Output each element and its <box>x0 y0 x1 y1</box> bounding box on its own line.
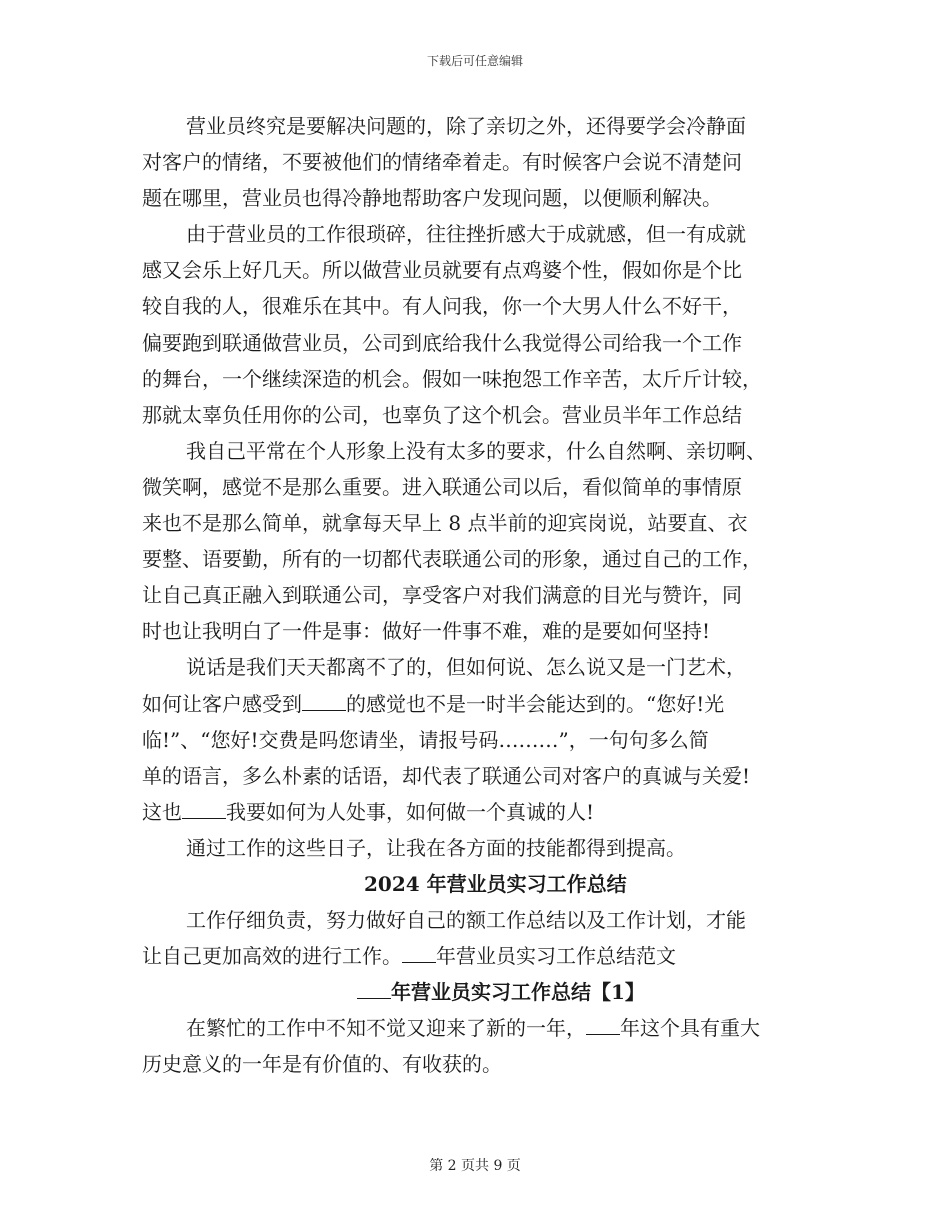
text-segment: 这也 <box>142 799 182 824</box>
blank-underline <box>586 1014 620 1035</box>
paragraph-line: 单的语言，多么朴素的话语，却代表了联通公司对客户的真诚与关爱! <box>142 763 751 788</box>
section-heading: 2024 年营业员实习工作总结 <box>364 871 627 896</box>
paragraph-line: 时也让我明白了一件是事：做好一件事不难，难的是要如何坚持! <box>142 619 711 644</box>
paragraph-line <box>142 938 812 974</box>
text-segment: 在繁忙的工作中不知不觉又迎来了新的一年， <box>186 1016 586 1041</box>
paragraph-line: 营业员终究是要解决问题的，除了亲切之外，还得要学会冷静面 <box>186 114 746 138</box>
text-segment: 的感觉也不是一时半会能达到的。“您好!光 <box>346 691 725 716</box>
paragraph-line: 较自我的人，很难乐在其中。有人问我，你一个大男人什么不好干， <box>142 294 742 319</box>
paragraph-line: 那就太辜负任用你的公司，也辜负了这个机会。营业员半年工作总结 <box>142 402 742 427</box>
paragraph-line: 的舞台，一个继续深造的机会。假如一味抱怨工作辛苦，太斤斤计较， <box>142 366 762 391</box>
text-segment: 年这个具有重大 <box>620 1016 760 1041</box>
paragraph-line <box>142 1010 812 1046</box>
paragraph-line: 要整、语要勤，所有的一切都代表联通公司的形象，通过自己的工作， <box>142 547 762 572</box>
text-segment: 如何让客户感受到 <box>142 691 302 716</box>
paragraph-line <box>142 794 812 830</box>
paragraph-line: 对客户的情绪，不要被他们的情绪牵着走。有时候客户会说不清楚问 <box>142 150 742 175</box>
paragraph-line: 感又会乐上好几天。所以做营业员就要有点鸡婆个性，假如你是个比 <box>142 258 742 283</box>
section-heading <box>142 974 812 1010</box>
paragraph-line: 工作仔细负责，努力做好自己的额工作总结以及工作计划，才能 <box>186 908 746 933</box>
heading-text: 年营业员实习工作总结【1】 <box>391 980 645 1005</box>
text-segment: 年营业员实习工作总结范文 <box>436 944 676 969</box>
paragraph-line: 由于营业员的工作很琐碎，往往挫折感大于成就感，但一有成就 <box>186 222 746 247</box>
paragraph-line: 微笑啊，感觉不是那么重要。进入联通公司以后，看似简单的事情原 <box>142 474 742 499</box>
text-segment: 让自己更加高效的进行工作。 <box>142 944 402 969</box>
blank-underline <box>357 978 391 999</box>
document-body <box>142 108 812 1083</box>
page-header: 下载后可任意编辑 <box>426 54 523 68</box>
paragraph-line: 让自己真正融入到联通公司，享受客户对我们满意的目光与赞许，同 <box>142 583 742 608</box>
paragraph-line: 历史意义的一年是有价值的、有收获的。 <box>142 1052 502 1077</box>
paragraph-line: 说话是我们天天都离不了的，但如何说、怎么说又是一门艺术， <box>186 655 746 680</box>
paragraph-line: 偏要跑到联通做营业员，公司到底给我什么我觉得公司给我一个工作 <box>142 330 742 355</box>
page-footer: 第 2 页共 9 页 <box>429 1158 521 1174</box>
blank-underline <box>402 942 436 963</box>
paragraph-line <box>142 686 812 722</box>
paragraph-line: 通过工作的这些日子，让我在各方面的技能都得到提高。 <box>186 835 686 860</box>
paragraph-line: 临!”、“您好!交费是吗您请坐，请报号码………”，一句句多么简 <box>142 727 709 752</box>
text-segment: 我要如何为人处事，如何做一个真诚的人! <box>226 799 595 824</box>
paragraph-line: 来也不是那么简单，就拿每天早上 8 点半前的迎宾岗说，站要直、衣 <box>142 511 748 536</box>
paragraph-line: 我自己平常在个人形象上没有太多的要求，什么自然啊、亲切啊、 <box>186 438 766 463</box>
blank-underline <box>182 798 226 819</box>
blank-underline <box>302 690 346 711</box>
paragraph-line: 题在哪里，营业员也得冷静地帮助客户发现问题，以便顺利解决。 <box>142 186 722 211</box>
